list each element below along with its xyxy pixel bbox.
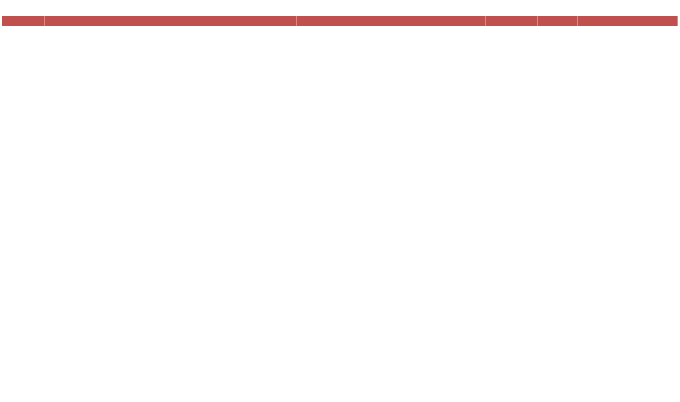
invest-area-header xyxy=(485,16,537,26)
total-area-header xyxy=(537,16,577,26)
year-2016-header xyxy=(296,16,485,26)
invest-ratio-header xyxy=(577,16,677,26)
year-2015-header xyxy=(44,16,296,26)
row-label-header xyxy=(2,16,44,26)
investment-ratio-table xyxy=(2,16,678,26)
